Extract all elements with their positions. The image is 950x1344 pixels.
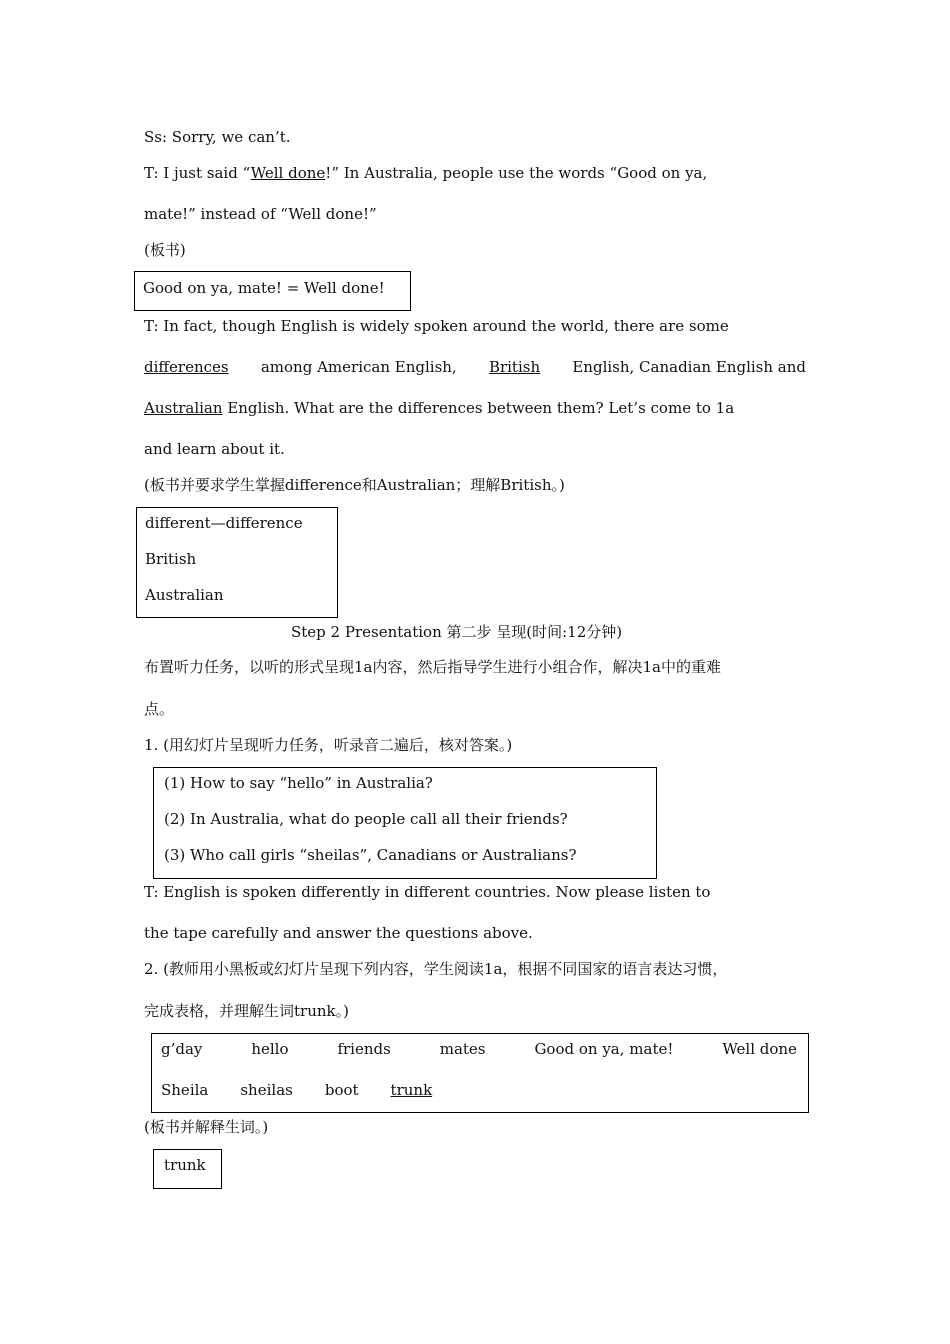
text-segment: !” In Australia, people use the words “Good on ya, bbox=[325, 164, 708, 182]
dialogue-line: and learn about it. bbox=[144, 440, 285, 458]
instruction-line: 点。 bbox=[144, 700, 175, 718]
dialogue-line: T: English is spoken differently in different countries. Now please listen to bbox=[144, 883, 711, 901]
vocabulary-cell: Good on ya, mate! bbox=[534, 1040, 674, 1058]
blackboard-box bbox=[134, 271, 411, 311]
dialogue-line: T: In fact, though English is widely spoken around the world, there are some bbox=[144, 317, 729, 335]
box-text: different—difference bbox=[145, 514, 303, 532]
underlined-word: differences bbox=[144, 358, 229, 376]
text-segment: English. What are the differences between them? Let’s come to 1a bbox=[227, 399, 735, 417]
dialogue-line: mate!” instead of “Well done!” bbox=[144, 205, 377, 223]
instruction-line: 完成表格，并理解生词trunk。) bbox=[144, 1002, 349, 1020]
instruction-line: 1. (用幻灯片呈现听力任务，听录音二遍后，核对答案。) bbox=[144, 736, 513, 754]
instruction-line: 2. (教师用小黑板或幻灯片呈现下列内容，学生阅读1a，根据不同国家的语言表达习惯， bbox=[144, 960, 728, 978]
text-segment: among American English, bbox=[260, 358, 457, 376]
question-box bbox=[153, 767, 657, 879]
question-item: (2) In Australia, what do people call all their friends? bbox=[164, 810, 568, 828]
underlined-word: Well done bbox=[250, 164, 326, 182]
vocabulary-cell: sheilas bbox=[240, 1081, 293, 1099]
text-segment: English, Canadian English and bbox=[572, 358, 806, 376]
underlined-word: British bbox=[488, 358, 541, 376]
vocabulary-cell: Sheila bbox=[161, 1081, 209, 1099]
step-heading: Step 2 Presentation 第二步 呈现(时间:12分钟) bbox=[291, 623, 623, 641]
blackboard-box bbox=[153, 1149, 222, 1189]
instruction-line: 布置听力任务，以听的形式呈现1a内容，然后指导学生进行小组合作，解决1a中的重难 bbox=[144, 658, 721, 676]
vocabulary-row bbox=[161, 1039, 797, 1059]
blackboard-note: (板书并要求学生掌握difference和Australian；理解British。) bbox=[144, 476, 565, 494]
question-item: (1) How to say “hello” in Australia? bbox=[164, 774, 433, 792]
vocabulary-cell: Well done bbox=[722, 1040, 797, 1058]
dialogue-line: Ss: Sorry, we can’t. bbox=[144, 128, 291, 146]
vocabulary-box bbox=[151, 1033, 809, 1113]
vocabulary-cell: friends bbox=[337, 1040, 391, 1058]
vocabulary-cell: hello bbox=[251, 1040, 289, 1058]
blackboard-box bbox=[136, 507, 338, 618]
dialogue-line bbox=[144, 163, 707, 183]
box-text: trunk bbox=[164, 1156, 206, 1174]
blackboard-note: (板书并解释生词。) bbox=[144, 1118, 269, 1136]
underlined-word: Australian bbox=[144, 399, 223, 417]
vocabulary-row bbox=[161, 1080, 432, 1100]
dialogue-line bbox=[144, 398, 734, 418]
blackboard-note: (板书) bbox=[144, 241, 186, 259]
dialogue-line: the tape carefully and answer the questions above. bbox=[144, 924, 533, 942]
vocabulary-cell: g’day bbox=[161, 1040, 203, 1058]
vocabulary-cell: boot bbox=[324, 1081, 359, 1099]
box-text: Good on ya, mate! = Well done! bbox=[143, 279, 385, 297]
box-text: British bbox=[145, 550, 197, 568]
vocabulary-cell: trunk bbox=[390, 1081, 433, 1099]
text-segment: T: I just said “ bbox=[144, 164, 251, 182]
vocabulary-cell: mates bbox=[439, 1040, 486, 1058]
box-text: Australian bbox=[145, 586, 224, 604]
question-item: (3) Who call girls “sheilas”, Canadians or Australians? bbox=[164, 846, 577, 864]
dialogue-line bbox=[144, 357, 806, 377]
